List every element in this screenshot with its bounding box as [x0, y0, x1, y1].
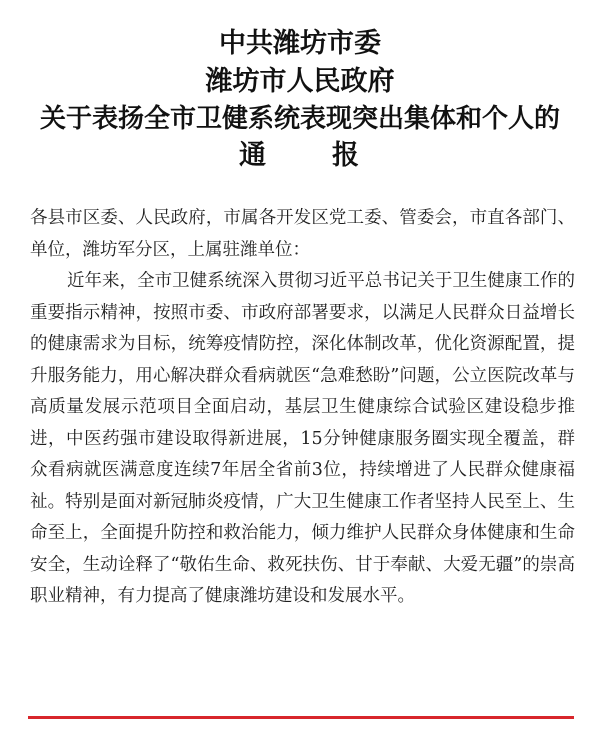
document-title: 关于表扬全市卫健系统表现突出集体和个人的 — [39, 104, 560, 134]
document-type-char-2: 报 — [332, 140, 361, 171]
issuer-line-2: 潍坊市人民政府 — [205, 66, 395, 97]
salutation: 各县市区委、人民政府，市属各开发区党工委、管委会，市直各部门、单位，潍坊军分区，上属驻潍单位： — [30, 208, 575, 260]
issuer-line-1: 中共潍坊市委 — [219, 28, 381, 59]
red-divider-rule — [28, 716, 574, 719]
document-type-char-1: 通 — [239, 140, 268, 171]
document-type — [0, 140, 600, 172]
body-paragraph: 近年来，全市卫健系统深入贯彻习近平总书记关于卫生健康工作的重要指示精神，按照市委、市政府部署要求，以满足人民群众日益增长的健康需求为目标，统筹疫情防控，深化体制改革，优化资源配置，提升服务能力，用心解决群众看病就医“急难愁盼”问题，公立医院改革与高质量发展示范项目全面启动，基层卫生健康综合试验区建设稳步推进，中医药强市建设取得新进展，15分钟健康服务圈实现全覆盖，群众看病就医满意度连续7年居全省前3位，持续增进了人民群众健康福祉。特别是面对新冠肺炎疫情，广大卫生健康工作者坚持人民至上、生命至上，全面提升防控和救治能力，倾力维护人民群众身体健康和生命安全，生动诠释了“敬佑生命、救死扶伤、甘于奉献、大爱无疆”的崇高职业精神，有力提高了健康潍坊建设和发展水平。 — [30, 271, 575, 606]
